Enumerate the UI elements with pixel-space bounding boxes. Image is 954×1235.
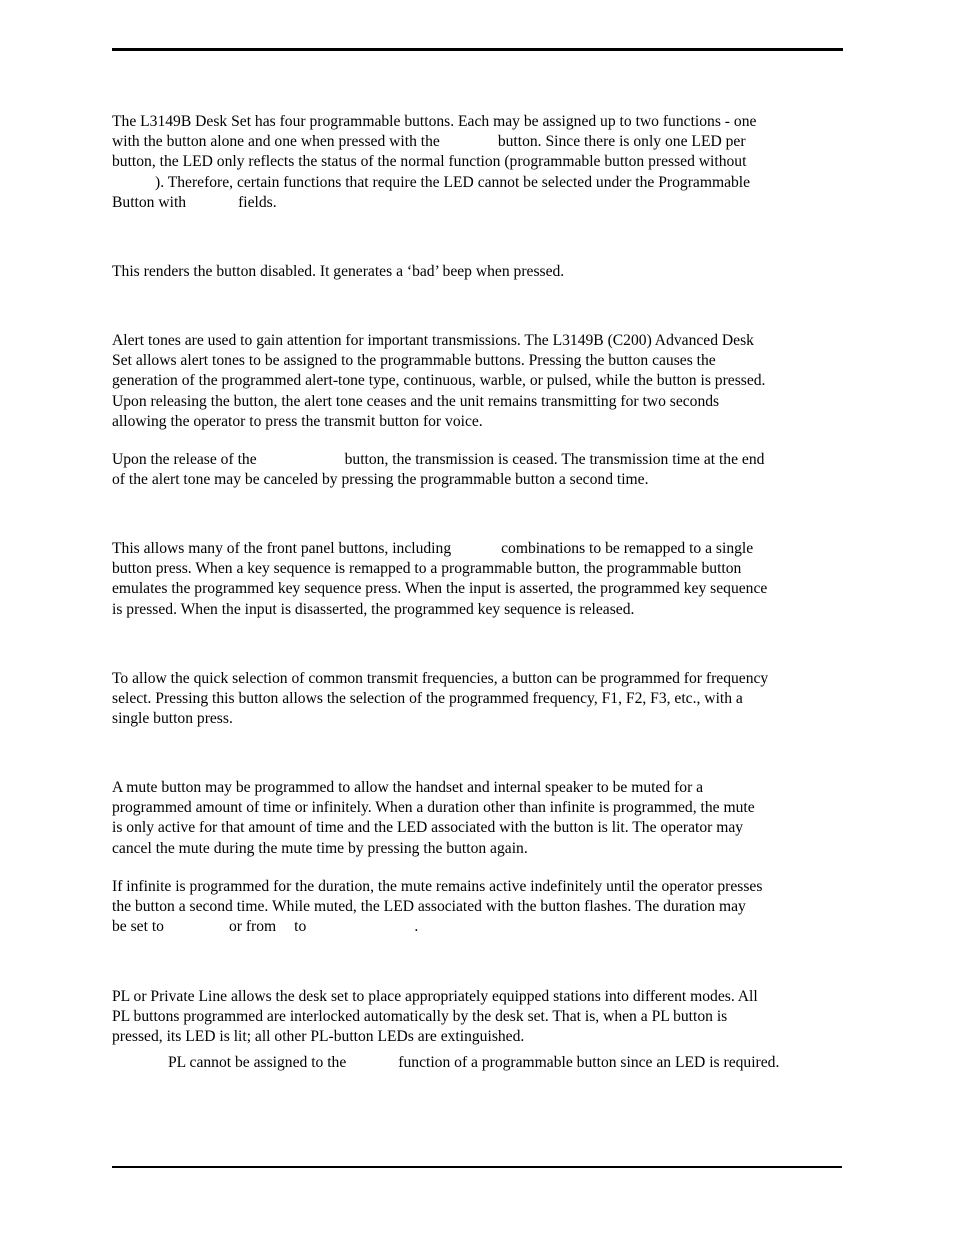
mute-infinite-line-2: the button a second time. While muted, the LED associated with the button flashes. The duration may <box>112 898 746 916</box>
mute-line-3: is only active for that amount of time and the LED associated with the button is lit. The operator may <box>112 819 744 837</box>
freq-paragraph <box>112 669 768 730</box>
remap-line-3: emulates the programmed key sequence press. When the input is asserted, the programmed key sequence <box>112 580 768 598</box>
mute-infinite-line-3c: to <box>294 918 307 936</box>
freq-line-3: single button press. <box>112 710 233 728</box>
alert-release-line-2: of the alert tone may be canceled by pressing the programmable button a second time. <box>112 471 649 489</box>
remap-line-4: is pressed. When the input is disasserted, the programmed key sequence is released. <box>112 600 635 618</box>
intro-line-4: ). Therefore, certain functions that require the LED cannot be selected under the Programmable <box>155 173 751 191</box>
remap-paragraph <box>112 539 767 620</box>
mute-infinite-line-3d: . <box>414 918 419 936</box>
mute-line-4: cancel the mute during the mute time by pressing the button again. <box>112 839 528 857</box>
alert-release-line-1a: Upon the release of the <box>112 451 257 468</box>
mute-infinite-line-3a: be set to <box>112 918 164 936</box>
freq-line-2: select. Pressing this button allows the selection of the programmed frequency, F1, F2, F3, etc., with a <box>112 690 743 708</box>
alert-line-5: allowing the operator to press the transmit button for voice. <box>112 412 483 430</box>
freq-line-1: To allow the quick selection of common transmit frequencies, a button can be programmed for frequency <box>112 670 769 687</box>
disabled-line-1: This renders the button disabled. It generates a ‘bad’ beep when pressed. <box>112 263 565 280</box>
intro-line-5a: Button with <box>112 193 187 211</box>
header-rule <box>112 48 843 51</box>
alert-paragraph <box>112 331 765 432</box>
intro-paragraph <box>112 112 756 213</box>
pl-paragraph <box>112 987 758 1048</box>
alert-line-4: Upon releasing the button, the alert tone ceases and the unit remains transmitting for two seconds <box>112 392 720 410</box>
pl-note-line-1b: function of a programmable button since an LED is required. <box>398 1054 780 1071</box>
pl-line-1: PL or Private Line allows the desk set to place appropriately equipped stations into different modes. All <box>112 988 758 1005</box>
alert-line-1: Alert tones are used to gain attention for important transmissions. The L3149B (C200) Advanced Desk <box>112 332 754 349</box>
remap-line-1a: This allows many of the front panel buttons, including <box>112 540 452 557</box>
alert-release-line-1b: button, the transmission is ceased. The transmission time at the end <box>344 451 765 468</box>
intro-line-2b: button. Since there is only one LED per <box>497 133 746 151</box>
alert-release-paragraph <box>112 450 764 490</box>
mute-paragraph <box>112 778 755 859</box>
mute-line-2: programmed amount of time or infinitely. When a duration other than infinite is programmed, the mute <box>112 799 755 817</box>
mute-infinite-line-1: If infinite is programmed for the duration, the mute remains active indefinitely until the operator presses <box>112 878 763 895</box>
remap-line-1b: combinations to be remapped to a single <box>501 540 754 557</box>
mute-infinite-paragraph <box>112 877 762 938</box>
pl-line-3: pressed, its LED is lit; all other PL-button LEDs are extinguished. <box>112 1028 525 1046</box>
intro-line-5b: fields. <box>238 193 277 211</box>
pl-line-2: PL buttons programmed are interlocked automatically by the desk set. That is, when a PL button is <box>112 1008 728 1026</box>
footer-rule <box>112 1166 842 1168</box>
intro-line-1: The L3149B Desk Set has four programmable buttons. Each may be assigned up to two functions - one <box>112 113 757 130</box>
pl-note-paragraph <box>112 1053 779 1073</box>
intro-line-3: button, the LED only reflects the status of the normal function (programmable button pressed without <box>112 153 747 171</box>
pl-note-line-1a: PL cannot be assigned to the <box>168 1054 347 1071</box>
intro-line-2a: with the button alone and one when pressed with the <box>112 133 440 151</box>
alert-line-2: Set allows alert tones to be assigned to the programmable buttons. Pressing the button causes the <box>112 352 716 370</box>
disabled-paragraph <box>112 262 564 282</box>
mute-infinite-line-3b: or from <box>228 918 277 936</box>
alert-line-3: generation of the programmed alert-tone type, continuous, warble, or pulsed, while the button is pressed. <box>112 372 766 390</box>
remap-line-2: button press. When a key sequence is remapped to a programmable button, the programmable button <box>112 560 742 578</box>
mute-line-1: A mute button may be programmed to allow the handset and internal speaker to be muted for a <box>112 779 704 796</box>
